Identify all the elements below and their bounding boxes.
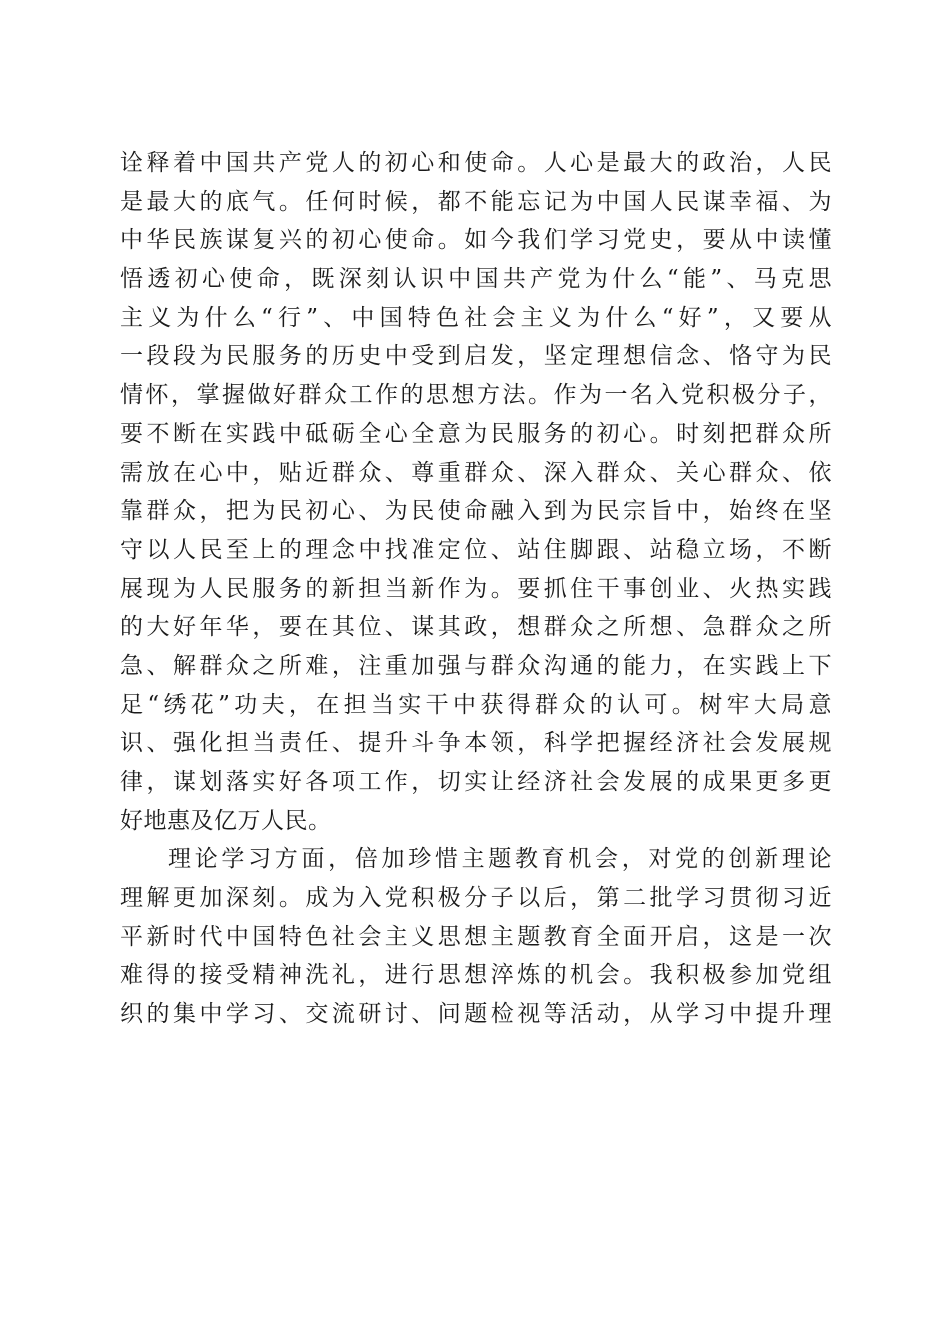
body-text	[120, 144, 832, 1034]
paragraph-1	[120, 144, 832, 840]
text-line: 识、强化担当责任、提升斗争本领，科学把握经济社会发展规	[120, 730, 832, 757]
text-line: 中华民族谋复兴的初心使命。如今我们学习党史，要从中读懂	[120, 227, 832, 254]
text-line: 是最大的底气。任何时候，都不能忘记为中国人民谋幸福、为	[120, 188, 832, 215]
text-line: 理论学习方面，倍加珍惜主题教育机会，对党的创新理论	[168, 846, 832, 873]
text-line: 急、解群众之所难，注重加强与群众沟通的能力，在实践上下	[120, 652, 832, 679]
text-line: 要不断在实践中砥砺全心全意为民服务的初心。时刻把群众所	[120, 420, 832, 447]
text-line: 情怀，掌握做好群众工作的思想方法。作为一名入党积极分子，	[120, 382, 832, 409]
text-line: 的大好年华，要在其位、谋其政，想群众之所想、急群众之所	[120, 614, 832, 641]
text-line: 律，谋划落实好各项工作，切实让经济社会发展的成果更多更	[120, 769, 832, 795]
text-line: 难得的接受精神洗礼，进行思想淬炼的机会。我积极参加党组	[120, 962, 832, 989]
text-line: 理解更加深刻。成为入党积极分子以后，第二批学习贯彻习近	[120, 885, 832, 912]
text-line: 悟透初心使命，既深刻认识中国共产党为什么“能”、马克思	[120, 266, 832, 293]
text-line: 诠释着中国共产党人的初心和使命。人心是最大的政治，人民	[120, 150, 832, 176]
text-line: 织的集中学习、交流研讨、问题检视等活动，从学习中提升理	[120, 1001, 832, 1028]
text-line: 主义为什么“行”、中国特色社会主义为什么“好”，又要从	[120, 304, 832, 331]
text-line: 平新时代中国特色社会主义思想主题教育全面开启，这是一次	[120, 923, 832, 950]
text-line: 展现为人民服务的新担当新作为。要抓住干事创业、火热实践	[120, 575, 832, 602]
text-line: 好地惠及亿万人民。	[120, 807, 332, 834]
text-line: 一段段为民服务的历史中受到启发，坚定理想信念、恪守为民	[120, 343, 832, 370]
text-line: 需放在心中，贴近群众、尊重群众、深入群众、关心群众、依	[120, 459, 832, 486]
text-line: 守以人民至上的理念中找准定位、站住脚跟、站稳立场，不断	[120, 536, 832, 563]
text-line: 足“绣花”功夫，在担当实干中获得群众的认可。树牢大局意	[120, 691, 832, 718]
paragraph-2	[120, 840, 832, 1033]
text-line: 靠群众，把为民初心、为民使命融入到为民宗旨中，始终在坚	[120, 498, 832, 525]
